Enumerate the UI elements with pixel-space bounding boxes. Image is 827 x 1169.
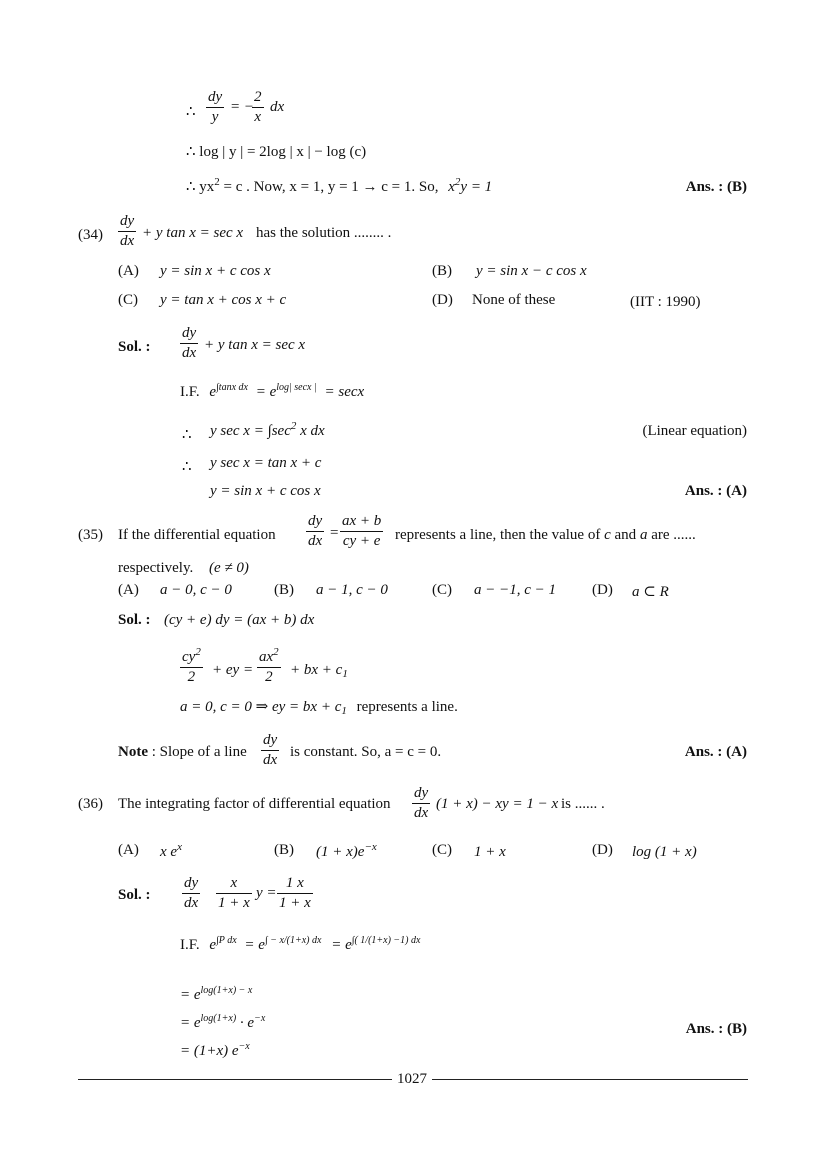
q36-opt-b: $(1 + x)e^{-x}$ — [316, 841, 377, 860]
q36-stem-math: (1 + x) − xy = 1 − x — [436, 796, 559, 812]
q33-eq-minus: = − — [230, 99, 254, 115]
q35-ax2-over-2: $ax^2$ 2 — [259, 646, 279, 685]
q34-opt-d-label: (D) — [432, 292, 453, 308]
q36-answer: Ans. : (B) — [685, 1021, 747, 1037]
q35-note: Note : Slope of a line — [118, 744, 247, 760]
q35-opt-c-label: (C) — [432, 582, 452, 598]
q34-answer: Ans. : (A) — [684, 483, 747, 499]
q34-sol-line-5: y = sin x + c cos x — [210, 483, 321, 499]
q34-linear-note: (Linear equation) — [642, 423, 747, 439]
q34-opt-b-label: (B) — [432, 263, 452, 279]
q36-sol-rhs: 1 x 1 + x — [279, 875, 311, 911]
q36-integrating-factor: I.F. $e^{\int P dx} = e^{\int - x/(1+x) dx} = e^{\int( 1/(1+x) -1) dx}$ — [180, 935, 421, 953]
q36-stem-pre: The integrating factor of differential equation — [118, 796, 391, 812]
q33-therefore-1: ∴ — [186, 104, 196, 120]
q34-opt-d: None of these — [472, 292, 556, 308]
q35-sol-label: Sol. : — [118, 612, 151, 628]
q35-dy-dx: dy dx — [308, 513, 323, 549]
q35-opt-a-label: (A) — [118, 582, 139, 598]
footer-rule-right — [432, 1079, 748, 1080]
q35-sol-line-1: (cy + e) dy = (ax + b) dx — [164, 612, 315, 628]
q35-opt-d-label: (D) — [592, 582, 613, 598]
q35-sol-line-3: a = 0, c = 0 ⇒ ey = bx + $c_1$ represents a line. — [180, 699, 458, 717]
q34-stem-text: has the solution ........ . — [256, 225, 392, 241]
q36-opt-b-label: (B) — [274, 842, 294, 858]
q34-integral-line: y $\sec x = \int\sec^2$ x dx — [210, 420, 325, 439]
q35-stem-line-2: respectively. (e ≠ 0) — [118, 560, 249, 576]
q35-stem-post: represents a line, then the value of c and a are ...... — [395, 527, 696, 543]
q36-sol-dy-dx: dy dx — [184, 875, 199, 911]
q36-opt-c-label: (C) — [432, 842, 452, 858]
q35-opt-c: a − −1, c − 1 — [474, 582, 557, 598]
page-number: 1027 — [397, 1071, 427, 1087]
q36-opt-d-label: (D) — [592, 842, 613, 858]
q35-stem-pre: If the differential equation — [118, 527, 276, 543]
q36-opt-a: x $e^x$ — [160, 841, 182, 860]
q34-number: (34) — [78, 227, 103, 243]
q35-note-post: is constant. So, a = c = 0. — [290, 744, 442, 760]
q36-step-3: = (1+x) $e^{-x}$ — [180, 1041, 250, 1059]
q35-cy2-over-2: $cy^2$ 2 — [182, 646, 201, 685]
q36-opt-d: log (1 + x) — [632, 844, 697, 860]
q34-opt-a-label: (A) — [118, 263, 139, 279]
q34-sol-eq: + y tan x = sec x — [204, 337, 306, 353]
q36-step-1: = $e^{log(1+x) - x}$ — [180, 985, 253, 1003]
q36-opt-c: 1 + x — [474, 844, 506, 860]
q33-dy-over-y: dy y — [208, 89, 223, 125]
q36-opt-a-label: (A) — [118, 842, 139, 858]
q34-stem-math: + y tan x = sec x — [142, 225, 244, 241]
q34-sol-dy-dx: dy dx — [182, 325, 197, 361]
q36-step-2: = $e^{log(1+x)} \cdot e^{-x}$ — [180, 1013, 266, 1031]
q33-answer: Ans. : (B) — [685, 179, 747, 195]
q36-sol-x-over-1px: x 1 + x — [218, 875, 250, 911]
q33-result-line: ∴ $yx^2 = c$ . Now, x = 1, y = 1 → c = 1. So, $x^2y = 1$ — [186, 176, 493, 195]
footer-rule-left — [78, 1079, 392, 1080]
q35-number: (35) — [78, 527, 103, 543]
q36-stem-post: is ...... . — [561, 796, 605, 812]
q36-sol-label: Sol. : — [118, 887, 151, 903]
q35-opt-b: a − 1, c − 0 — [316, 582, 388, 598]
q36-sol-y-eq: y = — [256, 885, 277, 901]
q35-opt-b-label: (B) — [274, 582, 294, 598]
q35-ax-b-over-cy-e: ax + b cy + e — [342, 513, 382, 549]
q34-sol-label: Sol. : — [118, 339, 151, 355]
q34-therefore-3: ∴ — [182, 427, 192, 443]
q34-opt-c: y = tan x + cos x + c — [160, 292, 287, 308]
q35-answer: Ans. : (A) — [684, 744, 747, 760]
q36-dy-dx: dy dx — [414, 785, 429, 821]
q34-therefore-4: ∴ — [182, 459, 192, 475]
q35-sol-mid: + ey = — [212, 662, 254, 678]
q34-opt-c-label: (C) — [118, 292, 138, 308]
q33-dx: dx — [270, 99, 285, 115]
q35-note-dy-dx: dy dx — [263, 732, 278, 768]
q34-dy-dx: dy dx — [120, 213, 135, 249]
q35-opt-a: a − 0, c − 0 — [160, 582, 232, 598]
q34-exam-ref: (IIT : 1990) — [630, 294, 701, 310]
q33-two-over-x: 2 x — [254, 89, 262, 125]
q35-opt-d: a ⊂ R — [632, 584, 669, 600]
q34-opt-a: y = sin x + c cos x — [160, 263, 271, 279]
q35-eq: = — [330, 525, 339, 541]
q36-number: (36) — [78, 796, 103, 812]
q33-log-line: ∴ log | y | = 2log | x | − log (c) — [186, 144, 367, 160]
q35-sol-rest: + bx + $c_1$ — [290, 662, 348, 680]
q34-opt-b: y = sin x − c cos x — [476, 263, 587, 279]
q34-sol-line-4: y sec x = tan x + c — [210, 455, 322, 471]
q34-integrating-factor: I.F. $e^{\int tanx dx} = e^{log| secx |} = \sec x$ — [180, 382, 365, 400]
